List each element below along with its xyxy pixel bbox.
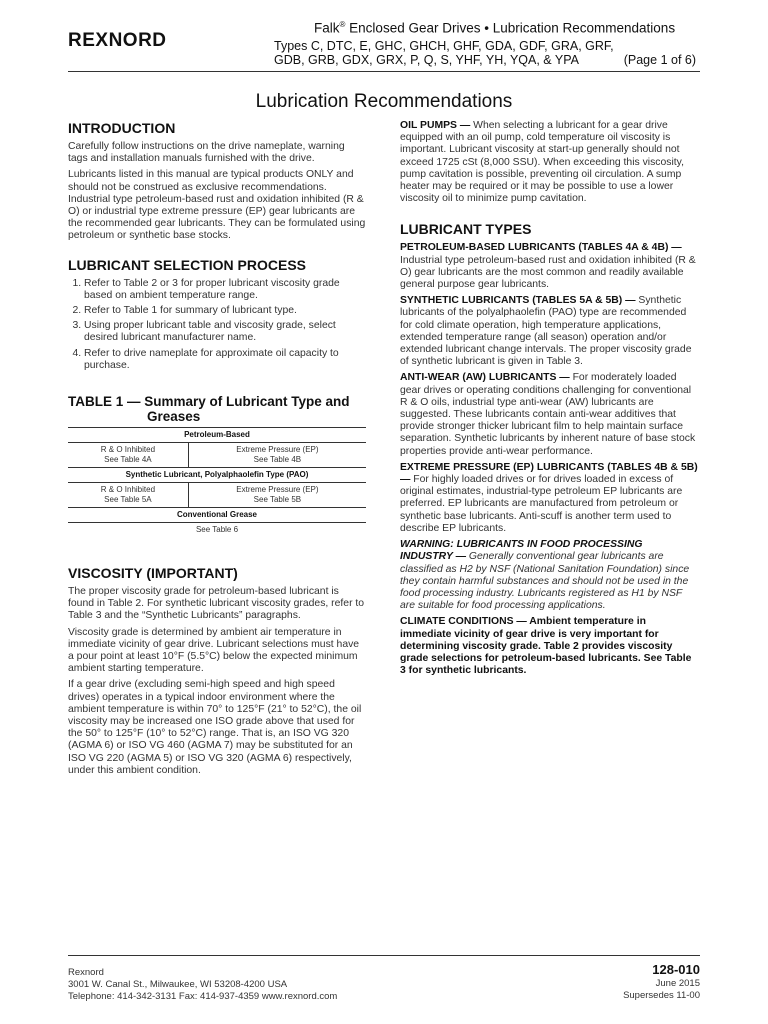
syn-ep-ref: See Table 5B bbox=[253, 495, 302, 505]
extreme-pressure-text: For highly loaded drives or for drives loaded in excess of original estimates, industrial-type petroleum EP lubricants are preferred. EP lubricants are manufactured from petroleum or synthetic base lubricants. Anti-scuff is another term used to describe EP lubricants. bbox=[400, 474, 683, 534]
petro-ep-label: Extreme Pressure (EP) bbox=[236, 445, 319, 455]
petro-ro-cell bbox=[68, 443, 188, 468]
oil-pumps-text: When selecting a lubricant for a gear drive equipped with an oil pump, cold temperature oil viscosity is important. Lubricant viscosity at start-up generally should not exceed 1725 cSt (8,000 SSU). When exceeding this viscosity, pump cavitation is possible, preventing oil circulation. A sump heater may be required or it may be possible to use a lower viscosity oil to minimize pump cavitation. bbox=[400, 120, 684, 205]
viscosity-heading: VISCOSITY (IMPORTANT) bbox=[68, 565, 238, 582]
selection-step: 4. Refer to drive nameplate for approximate oil capacity to purchase. bbox=[84, 348, 366, 372]
bullet-separator: • bbox=[480, 20, 493, 36]
conventional-header: Conventional Grease bbox=[68, 508, 366, 523]
footer-rule bbox=[68, 955, 700, 956]
footer-company: Rexnord bbox=[68, 967, 104, 978]
synthetic-lubricants-lead: SYNTHETIC LUBRICANTS (TABLES 5A & 5B) — bbox=[400, 295, 639, 307]
conventional-ref: See Table 6 bbox=[195, 525, 239, 535]
header-title bbox=[314, 20, 675, 36]
spacer bbox=[68, 537, 366, 565]
syn-ep-label: Extreme Pressure (EP) bbox=[236, 485, 319, 495]
extreme-pressure-paragraph bbox=[400, 462, 698, 535]
synthetic-lubricants-text: Synthetic lubricants of the polyalphaolefin (PAO) type are recommended for cold climate operation, high temperature applications, extended temperature range (all season) operation and/or extended lubricant change intervals. The proper viscosity grade of synthetic lubricant is given in Table 3. bbox=[400, 295, 692, 368]
footer-doc-block bbox=[623, 962, 700, 1002]
header-rule bbox=[68, 71, 700, 72]
selection-steps bbox=[68, 278, 366, 372]
anti-wear-text: For moderately loaded gear drives or operating conditions challenging for conventional R & O oils, industrial type anti-wear (AW) lubricants are suggested. These lubricants contain anti-wear additives that provide stronger thicker lubricant film to help maintain surface separation. Synthetic lubricants by inherent nature of base stock properties provide anti-wear performance. bbox=[400, 372, 696, 457]
syn-ro-label: R & O Inhibited bbox=[100, 485, 156, 495]
footer-contact: Telephone: 414-342-3131 Fax: 414-937-4359 www.rexnord.com bbox=[68, 991, 338, 1002]
petro-ep-ref: See Table 4B bbox=[253, 455, 302, 465]
warning-lead: WARNING: LUBRICANTS IN FOOD PROCESSING INDUSTRY — bbox=[400, 539, 643, 563]
page-indicator: (Page 1 of 6) bbox=[623, 53, 696, 67]
header-title-b: Lubrication Recommendations bbox=[492, 20, 676, 36]
synthetic-lubricants-paragraph bbox=[400, 295, 698, 368]
brand-name: Falk bbox=[314, 20, 340, 36]
selection-step: 3. Using proper lubricant table and viscosity grade, select desired lubricant manufacturer name. bbox=[84, 320, 366, 344]
header-types bbox=[274, 39, 614, 67]
spacer bbox=[68, 247, 366, 257]
footer-address: 3001 W. Canal St., Milwaukee, WI 53208-4200 USA bbox=[68, 979, 288, 990]
viscosity-paragraph-2: Viscosity grade is determined by ambient air temperature in immediate vicinity of gear drive. Lubricant selections must have a pour point at least 10°F (5.5°C) below the expected minimum ambient starting temperature. bbox=[68, 626, 360, 675]
petroleum-header: Petroleum-Based bbox=[68, 428, 366, 443]
table1 bbox=[68, 427, 366, 537]
petroleum-lubricants-text: Industrial type petroleum-based rust and oxidation inhibited (R & O) gear lubricants are the most common and readily available general purpose gear lubricants. bbox=[400, 254, 696, 291]
document-number: 128-010 bbox=[652, 962, 700, 977]
types-line-2: GDB, GRB, GDX, GRX, P, Q, S, YHF, YH, YQA, & YPA bbox=[274, 53, 579, 67]
anti-wear-lead: ANTI-WEAR (AW) LUBRICANTS — bbox=[400, 372, 573, 384]
right-column bbox=[400, 120, 698, 681]
food-processing-warning bbox=[400, 539, 698, 612]
syn-ro-cell bbox=[68, 483, 188, 508]
introduction-paragraph-2: Lubricants listed in this manual are typical products ONLY and should not be construed as exclusive recommendations. Industrial type petroleum-based rust and oxidation inhibited (R & O) or industrial type extreme pressure (EP) gear lubricants are the recommended gear lubricants. They can be formulated using petroleum or synthetic base stocks. bbox=[68, 169, 366, 242]
spacer bbox=[400, 209, 698, 221]
lubricant-types-heading: LUBRICANT TYPES bbox=[400, 221, 532, 238]
selection-step: 1. Refer to Table 2 or 3 for proper lubricant viscosity grade based on ambient temperature range. bbox=[84, 278, 366, 302]
rexnord-logo: REXNORD bbox=[68, 30, 167, 51]
page-title: Lubrication Recommendations bbox=[255, 91, 513, 112]
left-column bbox=[68, 120, 366, 781]
table1-title bbox=[68, 394, 366, 424]
types-line-1: Types C, DTC, E, GHC, GHCH, GHF, GDA, GDF, GRA, GRF, bbox=[274, 39, 614, 53]
viscosity-paragraph-1: The proper viscosity grade for petroleum-based lubricant is found in Table 2. For synthetic lubricant viscosity grades, refer to Table 3 and the “Synthetic Lubricants” paragraphs. bbox=[68, 586, 365, 622]
petro-ep-cell bbox=[188, 443, 366, 468]
petroleum-lubricants-lead: PETROLEUM-BASED LUBRICANTS (TABLES 4A & 4B) — bbox=[400, 242, 682, 254]
petro-ro-label: R & O Inhibited bbox=[100, 445, 156, 455]
oil-pumps-paragraph bbox=[400, 120, 698, 205]
spacer bbox=[68, 376, 366, 394]
climate-conditions-paragraph: CLIMATE CONDITIONS — Ambient temperature in immediate vicinity of gear drive is very important for determining viscosity grade. Table 2 provides viscosity grade selections for petroleum-based lubricants. See Table 3 for synthetic lubricants. bbox=[400, 616, 692, 677]
syn-ep-cell bbox=[188, 483, 366, 508]
supersedes: Supersedes 11-00 bbox=[623, 990, 700, 1001]
selection-heading: LUBRICANT SELECTION PROCESS bbox=[68, 256, 307, 273]
anti-wear-paragraph bbox=[400, 372, 698, 457]
document-date: June 2015 bbox=[655, 978, 700, 989]
viscosity-paragraph-3: If a gear drive (excluding semi-high speed and high speed drives) operates in a typical indoor environment where the ambient temperature is within 70° to 125°F (21° to 52°C), the oil viscosity may be increased one ISO grade above that used for the 50° to 125°F (10° to 52°C) range. That is, an ISO VG 320 (AGMA 6) or ISO VG 460 (AGMA 7) may be substituted for an ISO VG 220 (AGMA 5) or ISO VG 320 (AGMA 6) respectively, under this ambient condition. bbox=[68, 679, 362, 776]
selection-step: 2. Refer to Table 1 for summary of lubricant type. bbox=[84, 305, 366, 317]
oil-pumps-lead: OIL PUMPS — bbox=[400, 120, 474, 131]
introduction-paragraph-1: Carefully follow instructions on the drive nameplate, warning tags and installation manuals furnished with the drive. bbox=[68, 141, 345, 165]
registered-mark: ® bbox=[339, 20, 346, 29]
syn-ro-ref: See Table 5A bbox=[104, 495, 152, 505]
footer-address-block bbox=[68, 967, 337, 1003]
table1-title-line-2: Greases bbox=[147, 409, 201, 425]
synthetic-header: Synthetic Lubricant, Polyalphaolefin Type (PAO) bbox=[68, 468, 366, 483]
header-title-a: Enclosed Gear Drives bbox=[345, 20, 481, 36]
petro-ro-ref: See Table 4A bbox=[104, 455, 152, 465]
petroleum-lubricants-paragraph bbox=[400, 242, 698, 291]
introduction-heading: INTRODUCTION bbox=[68, 120, 176, 136]
extreme-pressure-lead: EXTREME PRESSURE (EP) LUBRICANTS (TABLES 4B & 5B) — bbox=[400, 461, 698, 486]
warning-text: Generally conventional gear lubricants are classified as H2 by NSF (National Sanitation Foundation) since they contain harmful substances and should not be used in the food processing industry. Lubricants registered as H1 by NSF are suitable for food processing applications. bbox=[400, 551, 690, 612]
table1-title-line-1: TABLE 1 — Summary of Lubricant Type and bbox=[68, 394, 350, 410]
